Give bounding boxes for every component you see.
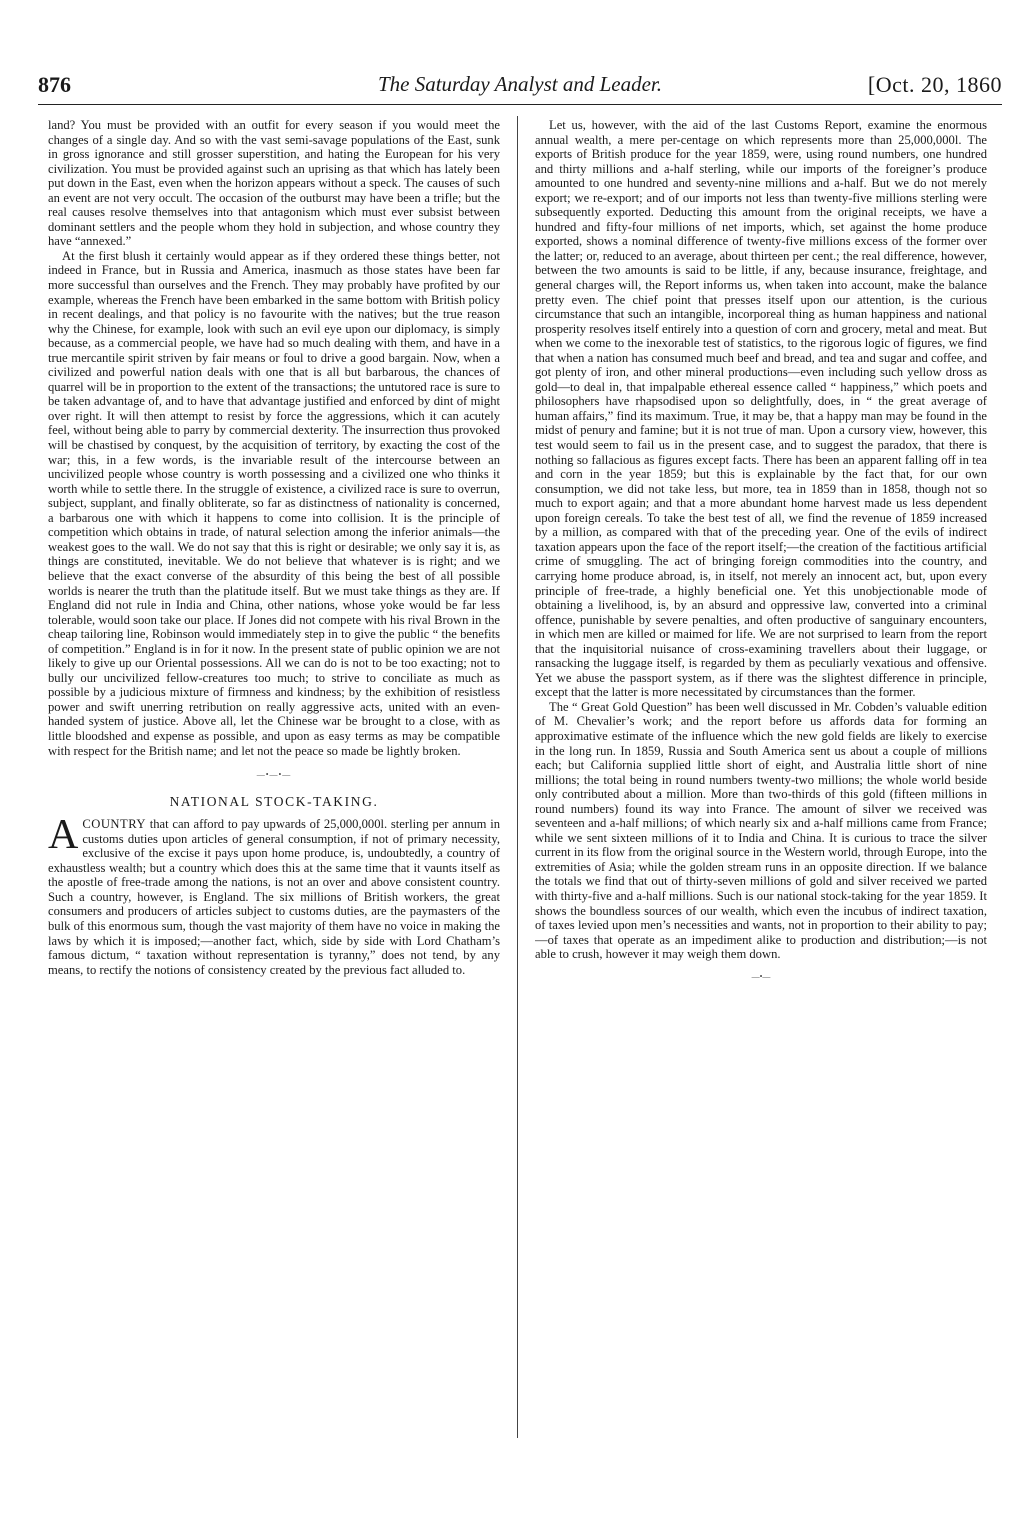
article-paragraph: Let us, however, with the aid of the last Customs Report, examine the enormous annual wealth, a mere per-centage on which represents more than 25,000,000l. The exports of British produce for the year 1859, were, using round numbers, one hundred and thirty millions and a-half sterling, while our imports of the foreigner’s produce amounted to one hundred and seventy-nine millions and a-half. But we do not merely export; we re-export; and of our imports not less than twenty-five millions sterling were subsequently exported. Deducting this amount from the original receipts, we have a hundred and fifty-four millions of net imports, which, set against the home produce exported, shows a nominal difference of twenty-five millions excess of the former over the latter; or, reduced to an average, about thirteen per cent.; the real difference, however, between the two amounts is said to be little, if any, because insurance, freightage, and general charges will, the Report informs us, when taken into account, make the balance pretty even. The chief point that presses itself upon our attention, is the curious circumstance that such an intangible, incorporeal thing as human happiness and national prosperity resolves itself entirely into a question of corn and grocery, metal and meat. But when we come to the inexorable test of statistics, to the rigorous logic of figures, we find that when a nation has consumed much beef and bread, and tea and sugar and coffee, and got plenty of iron, and other mineral productions—even including such yellow dross as gold—to deal in, that impalpable ethereal essence called “ happiness,” which poets and philosophers have rhapsodised upon so delightfully, does, in “ the great average of human affairs,” find its maximum. True, it may be, that a happy man may be found in the midst of penury and famine; but it is not true of man. Upon a cursory view, however, this test would seem to fail us in the present case, and to suggest the paradox, that there is nothing so fallacious as figures except facts. There has been an apparent falling off in tea and corn in the year 1859; but this is explainable by the fact that, for our own consumption, we did not take less, but more, tea in 1859 than in 1858, though not so much to export again; and that a more abundant home harvest made us less dependent upon foreign cereals. To take the best test of all, we find the revenue of 1859 increased by a million, as compared with that of the preceding year. One of the evils of indirect taxation appears upon the face of the report itself;—the creation of the factitious artificial crime of smuggling. The act of bringing foreign commodities into the country, and carrying home produce abroad, is, in itself, not merely an innocent act, but, upon every principle of free-trade, a highly beneficial one. Yet this unobjectionable mode of obtaining a livelihood, is, by an absurd and oppressive law, converted into a criminal offence, punishable by severe penalties, and often productive of sanguinary encounters, in which men are killed or maimed for life. We are not surprised to learn from the report that the inquisitorial nuisance of cross-examining travellers about their luggage, or ransacking the luggage itself, is regarded by them as peculiarly vexatious and offensive. Yet we abuse the passport system, as if there was the slightest difference in principle, except that the latter is more necessitated by circumstances than the former. (535, 118, 987, 700)
section-ornament: —•—•— (256, 770, 292, 780)
article-paragraph: The “ Great Gold Question” has been well discussed in Mr. Cobden’s valuable edition of M. Chevalier’s work; and the report before us affords data for forming an approximative estimate of the influence which the new gold fields are likely to exercise in the long run. In 1859, Russia and South America sent us about a couple of millions each; but California supplied little short of eight, and Australia little short of nine millions; the total being in round numbers twenty-two millions; the whole world beside only contributed about a million. More than two-thirds of this gold (fifteen millions in round numbers) found its way into France. The amount of silver we received was seventeen and a-half millions; of which nearly six and a-half millions came from France; while we sent sixteen millions of it to India and China. It is curious to trace the silver current in its flow from the original source in the Western world, through Europe, into the extremities of Asia; while the golden stream runs in an opposite direction. If we balance the totals we find that out of thirty-seven millions of gold and silver received we parted with thirty-five and a-half millions. Such is our national stock-taking for the year 1859. It shows the boundless sources of our wealth, which even the incubus of indirect taxation, of taxes levied upon men’s necessities and wants, not in proportion to their ability to pay;—of taxes that operate as an impediment alike to production and distribution;—is not able to crush, however it may weigh them down. (535, 699, 987, 962)
article-paragraph: At the first blush it certainly would appear as if they ordered these things better, not indeed in France, but in Russia and America, inasmuch as those states have been far more successful than ourselves and the French. They may probably have profited by our example, whereas the French have been embarked in the same bottom with British policy in recent dealings, and that policy is no favourite with the natives; but the true reason why the Chinese, for example, look with such an evil eye upon our diplomacy, is simply because, as a commercial people, we have had so much dealing with them, and have in a true mercantile spirit striven by fair means or foul to drive a good bargain. Now, when a civilized and powerful nation deals with one that is all but barbarous, the chances of quarrel will be in proportion to the extent of the transactions; the untutored race is sure to be taken advantage of, and to have that advantage justified and enforced by dint of might over right. It will then attempt to resist by force the aggressions, which it can acutely feel, without being able to parry by commercial dexterity. The insurrection thus provoked will be chastised by conquest, by the acquisition of territory, by exacting the cost of the war; this, in a few words, is the invariable result of the intercourse between an uncivilized people whose country is worth possessing and a civilized one who thinks it worth while to settle there. In the struggle of existence, a civilized race is sure to overrun, subject, supplant, and finally obliterate, so far as distinctness of nationality is concerned, a barbarous one with which it happens to come into collision. It is the principle of competition which obtains in trade, of natural selection among the inferior animals—the weakest goes to the wall. We do not say that this is right or desirable; we only say it is, as things are constituted, inevitable. We do not believe that whatever is is right; and we believe that the exact converse of the absurdity of this being the best of all possible worlds is nearer the truth than the platitude itself. But we must take things as they are. If England did not rule in India and China, other nations, whose yoke would be far less tolerable, would soon take our place. If Jones did not compete with his rival Brown in the cheap tailoring line, Robinson would immediately step in to give the public “ the benefits of competition.” England is in for it now. In the present state of public opinion we are not likely to give up our Oriental possessions. All we can do is not to be too exacting; not to bully our uncivilized fellow-creatures too much; to strive to conciliate as much as possible by a judicious mixture of firmness and kindness; by the exhibition of resistless power and swift unerring retribution on really aggressive acts, united with an even-handed system of justice. Above all, let the Chinese war be brought to a close, with as little bloodshed and expense as possible, and upon as easy terms as may be compatible with respect for the British name; and let not the peace so made be lightly broken. (48, 248, 500, 758)
column-divider (517, 116, 518, 1438)
article-lead-text: that can afford to pay upwards of 25,000,000l. sterling per annum in customs duties upon articles of general consumption, if not of primary necessity, exclusive of the excise it pays upon home produce, is, undoubtedly, a country of exhaustless wealth; but a country which does this at the same time that it vaunts itself as the apostle of free-trade among the nations, is not an over and above consistent country. Such a country, however, is England. The six millions of British workers, the great consumers and producers of articles subject to customs duties, are the paymasters of the bulk of this enormous sum, though the vast majority of them have no voice in making the laws by which it is imposed;—another fact, which, side by side with Lord Chatham’s famous dictum, “ taxation without representation is tyranny,” does not tend, by any means, to rectify the notions of consistency created by the previous fact alluded to. (48, 817, 500, 977)
article-paragraph: land? You must be provided with an outfit for every season if you would meet the changes of a single day. And so with the vast semi-savage populations of the East, sunk in gross ignorance and still grosser superstition, and hating the European for his very civilization. You must be provided against such an uprising as that which has lately been put down in the East, even when the horizon appears without a speck. The causes of such an event are not very occult. The occasion of the outburst may have been a trifle; but the real causes resolve themselves into that antagonism which must ever subsist between dominant settlers and the people whom they hold in subjection, and whose country they have “annexed.” (48, 118, 500, 249)
left-column (48, 118, 500, 1448)
article-lead-paragraph (48, 812, 500, 977)
header-rule (38, 104, 1002, 105)
right-column (535, 118, 987, 1448)
running-head (38, 72, 1002, 102)
page-number: 876 (38, 72, 71, 97)
issue-date: [Oct. 20, 1860 (867, 72, 1002, 97)
end-ornament: —•— (751, 971, 771, 981)
journal-title: The Saturday Analyst and Leader. (377, 72, 663, 96)
drop-cap: A (48, 812, 79, 859)
lead-words: COUNTRY (82, 817, 147, 832)
section-title: NATIONAL STOCK-TAKING. (169, 793, 379, 809)
